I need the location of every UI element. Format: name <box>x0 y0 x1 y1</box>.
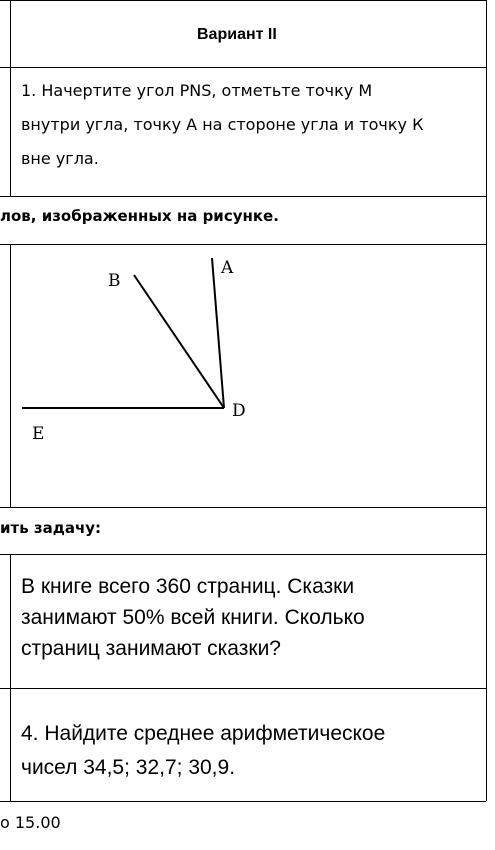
label-e: E <box>32 424 45 444</box>
task4-line: 4. Найдите среднее арифметическое <box>21 722 386 745</box>
task3-text <box>21 571 481 664</box>
task3-line: В книге всего 360 страниц. Сказки <box>21 575 355 598</box>
task1-line: 1. Начертите угол PNS, отметьте точку М <box>21 81 373 100</box>
row-divider-task1 <box>0 196 486 197</box>
table-top-border <box>0 0 486 1</box>
task1-line: внутри угла, точку А на стороне угла и точку К <box>21 115 424 134</box>
task3-heading: ить задачу: <box>0 519 102 537</box>
task1-text <box>21 74 483 176</box>
footer-deadline: о 15.00 <box>0 813 61 832</box>
table-bottom-border <box>0 801 486 802</box>
task4-line: чисел 34,5; 32,7; 30,9. <box>21 756 236 779</box>
column-divider-3 <box>10 554 11 801</box>
row-divider-task3-heading <box>0 554 486 555</box>
angles-figure <box>0 244 300 464</box>
row-divider-header <box>0 67 486 68</box>
column-divider-1 <box>10 0 11 196</box>
label-d: D <box>232 401 246 421</box>
variant-title: Вариант II <box>197 26 277 43</box>
ray-db <box>134 275 224 408</box>
table-right-border <box>486 0 487 801</box>
task1-line: вне угла. <box>21 149 99 168</box>
label-b: B <box>108 271 121 291</box>
row-divider-task3 <box>0 688 486 689</box>
task3-line: страниц занимают сказки? <box>21 637 281 660</box>
ray-da <box>212 258 224 408</box>
task2-heading: лов, изображенных на рисунке. <box>0 207 279 225</box>
row-divider-task2 <box>0 507 486 508</box>
task3-line: занимают 50% всей книги. Сколько <box>21 606 365 629</box>
label-a: A <box>221 258 234 278</box>
task4-text <box>21 717 481 785</box>
